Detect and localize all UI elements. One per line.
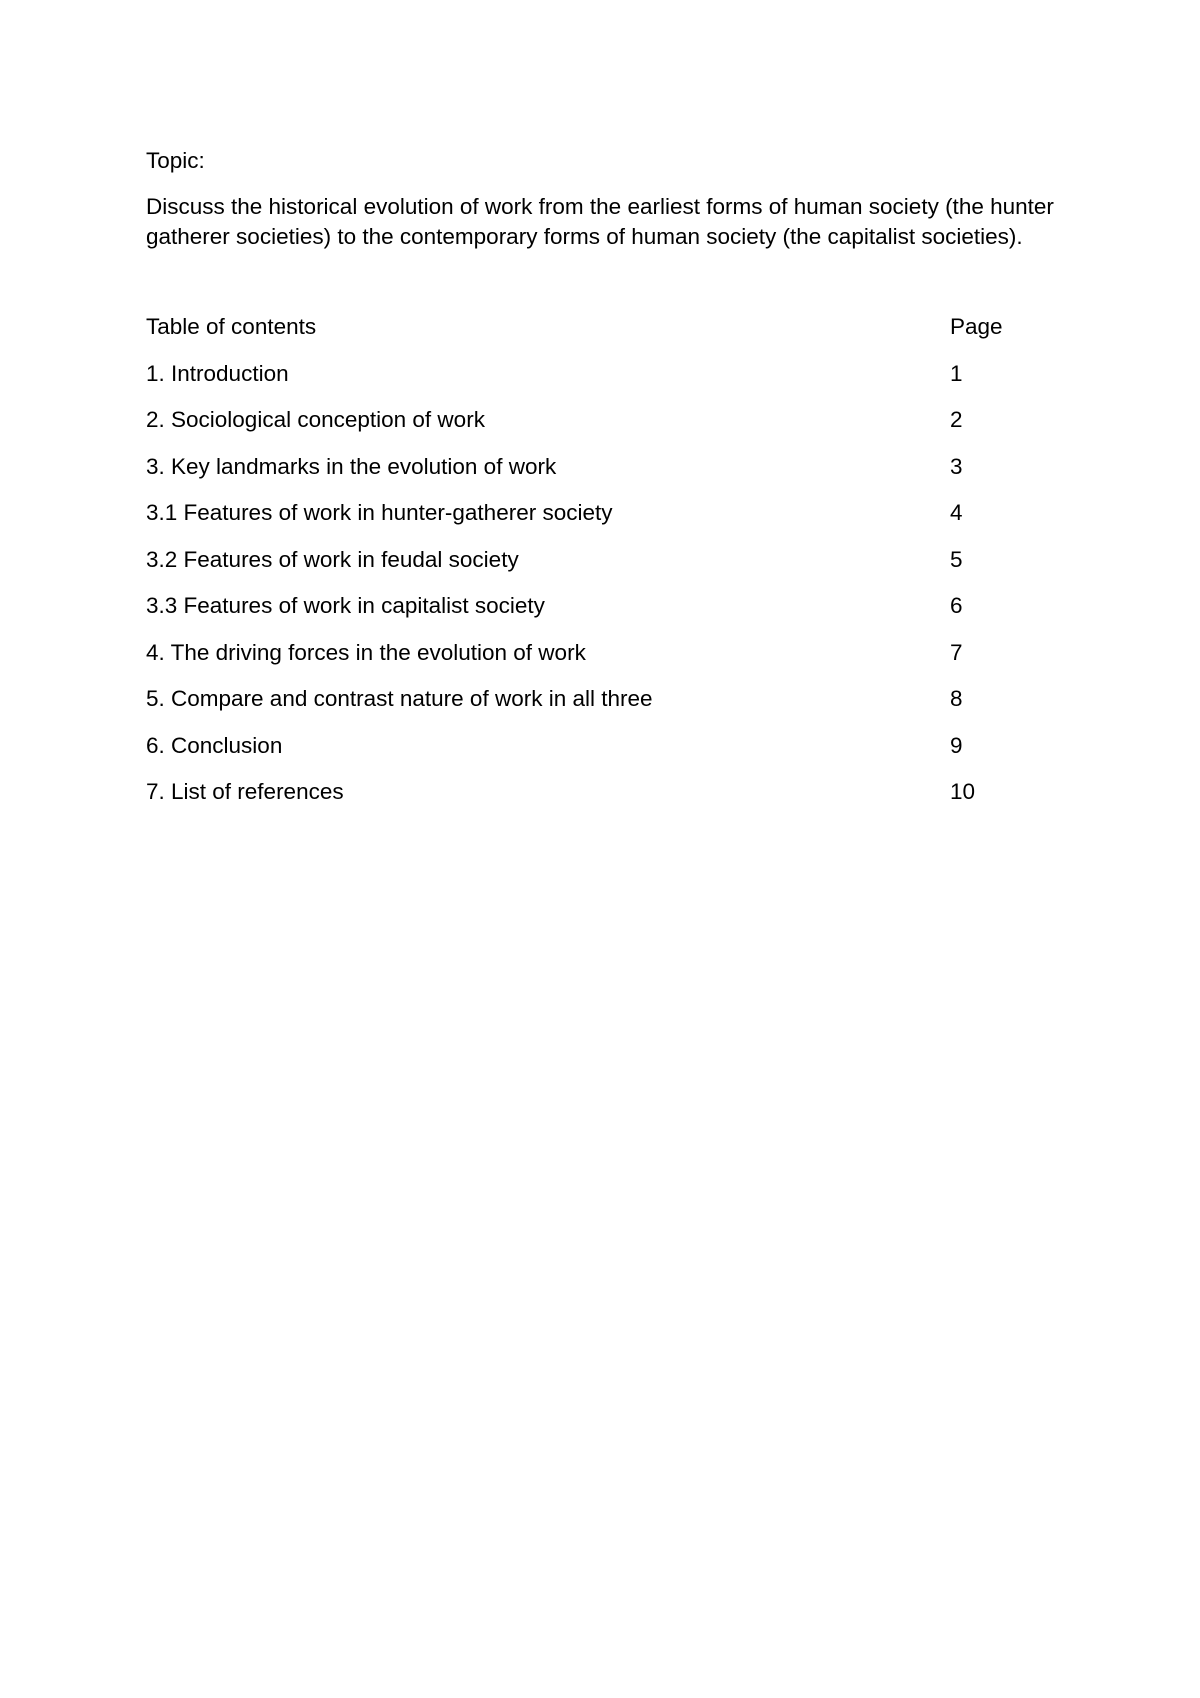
toc-entry bbox=[146, 638, 1066, 668]
toc-entry-title: 7. List of references bbox=[146, 779, 344, 804]
toc-entry-page: 7 bbox=[950, 639, 963, 665]
toc-entry bbox=[146, 452, 1066, 482]
topic-text: Discuss the historical evolution of work from the earliest forms of human society (the hunter gatherer societies) to the contemporary forms of human society (the capitalist societies). bbox=[146, 194, 1054, 249]
toc-heading: Table of contents bbox=[146, 314, 317, 339]
toc-page-heading: Page bbox=[950, 314, 1003, 339]
toc-entry-title: 6. Conclusion bbox=[146, 732, 283, 758]
toc-entry-page: 8 bbox=[950, 686, 963, 711]
topic-label: Topic: bbox=[146, 148, 205, 173]
toc-entry-page: 1 bbox=[950, 360, 963, 386]
toc-entry bbox=[146, 777, 1066, 807]
toc-header-row bbox=[146, 312, 1066, 342]
toc-entry-title: 3.1 Features of work in hunter-gatherer society bbox=[146, 500, 613, 525]
toc-entry-title: 3. Key landmarks in the evolution of work bbox=[146, 453, 557, 479]
table-of-contents bbox=[146, 312, 1066, 807]
toc-entry bbox=[146, 684, 1066, 714]
toc-entry-title: 1. Introduction bbox=[146, 360, 289, 386]
toc-entry bbox=[146, 545, 1066, 575]
document-content bbox=[146, 146, 1066, 824]
toc-entry-page: 6 bbox=[950, 593, 963, 618]
toc-entry bbox=[146, 359, 1066, 389]
toc-entry-page: 9 bbox=[950, 732, 963, 758]
toc-entry-page: 4 bbox=[950, 500, 963, 525]
toc-entry bbox=[146, 591, 1066, 621]
toc-entry-title: 2. Sociological conception of work bbox=[146, 407, 485, 432]
toc-entry-title: 4. The driving forces in the evolution of work bbox=[146, 639, 586, 665]
toc-entry-title: 3.2 Features of work in feudal society bbox=[146, 546, 519, 572]
toc-entry bbox=[146, 731, 1066, 761]
toc-entry bbox=[146, 498, 1066, 528]
toc-entry-page: 5 bbox=[950, 546, 963, 572]
toc-entry-page: 10 bbox=[950, 779, 976, 804]
toc-entry-title: 3.3 Features of work in capitalist society bbox=[146, 593, 545, 618]
toc-entry-page: 3 bbox=[950, 453, 963, 479]
toc-entry bbox=[146, 405, 1066, 435]
toc-entry-title: 5. Compare and contrast nature of work in all three bbox=[146, 686, 653, 711]
toc-entry-page: 2 bbox=[950, 407, 963, 432]
